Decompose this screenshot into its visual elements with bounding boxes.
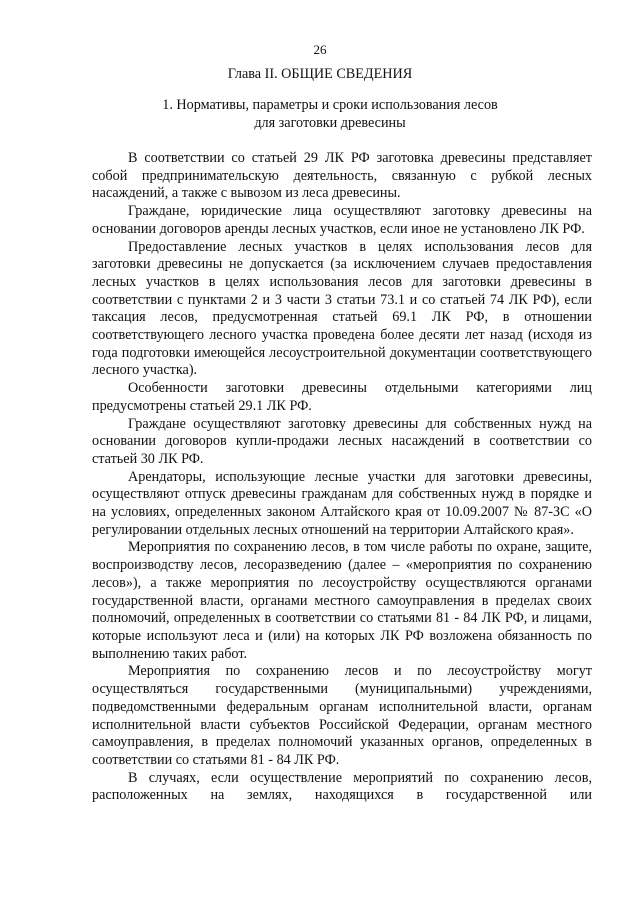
- section-title-line-1: 1. Нормативы, параметры и сроки использования лесов: [162, 97, 498, 113]
- paragraph-5: Граждане осуществляют заготовку древесины для собственных нужд на основании договоров купли-продажи лесных насаждений в соответствии со статьей 30 ЛК РФ.: [92, 415, 592, 467]
- paragraph-6: Арендаторы, использующие лесные участки для заготовки древесины, осуществляют отпуск древесины гражданам для собственных нужд в порядке и на условиях, определенных законом Алтайского края от 10.09.2007 № 87-ЗС «О регулировании отдельных лесных отношений на территории Алтайского края».: [92, 468, 592, 538]
- paragraph-7: Мероприятия по сохранению лесов, в том числе работы по охране, защите, воспроизводству лесов, лесоразведению (далее – «мероприятия по сохранению лесов»), а также мероприятия по лесоустройству осуществляются органами государственной власти, органами местного самоуправления в пределах своих полномочий, определенных в соответствии со статьями 81 - 84 ЛК РФ, и лицами, которые используют леса и (или) на которых ЛК РФ возложена обязанность по выполнению таких работ.: [92, 539, 592, 662]
- section-title: [130, 96, 530, 132]
- chapter-title: Глава II. ОБЩИЕ СВЕДЕНИЯ: [227, 66, 413, 82]
- page-number: 26: [313, 42, 327, 57]
- paragraph-8: Мероприятия по сохранению лесов и по лесоустройству могут осуществляться государственными (муниципальными) учреждениями, подведомственными федеральным органам исполнительной власти, органам исполнительной власти субъектов Российской Федерации, органам местного самоуправления, в пределах полномочий указанных органов, определенных в соответствии со статьями 81 - 84 ЛК РФ.: [92, 663, 592, 768]
- section-title-line-2: для заготовки древесины: [254, 115, 406, 131]
- body-text: [92, 150, 592, 805]
- paragraph-4: Особенности заготовки древесины отдельными категориями лиц предусмотрены статьей 29.1 ЛК РФ.: [92, 380, 592, 414]
- paragraph-2: Граждане, юридические лица осуществляют заготовку древесины на основании договоров аренды лесных участков, если иное не установлено ЛК РФ.: [92, 203, 592, 237]
- paragraph-3: Предоставление лесных участков в целях использования лесов для заготовки древесины не допускается (за исключением случаев предоставления лесных участков в целях использования лесов для заготовки древесины в соответствии с пунктами 2 и 3 части 3 статьи 73.1 и со статьей 74 ЛК РФ), если таксация лесов, предусмотренная статьей 69.1 ЛК РФ, в отношении соответствующего лесного участка проведена более десяти лет назад (исходя из года подготовки имеющейся лесоустроительной документации соответствующего лесного участка).: [92, 238, 592, 379]
- paragraph-1: В соответствии со статьей 29 ЛК РФ заготовка древесины представляет собой предпринимательскую деятельность, связанную с рубкой лесных насаждений, а также с вывозом из леса древесины.: [92, 150, 592, 202]
- paragraph-9: В случаях, если осуществление мероприятий по сохранению лесов, расположенных на землях, находящихся в государственной или: [92, 769, 592, 804]
